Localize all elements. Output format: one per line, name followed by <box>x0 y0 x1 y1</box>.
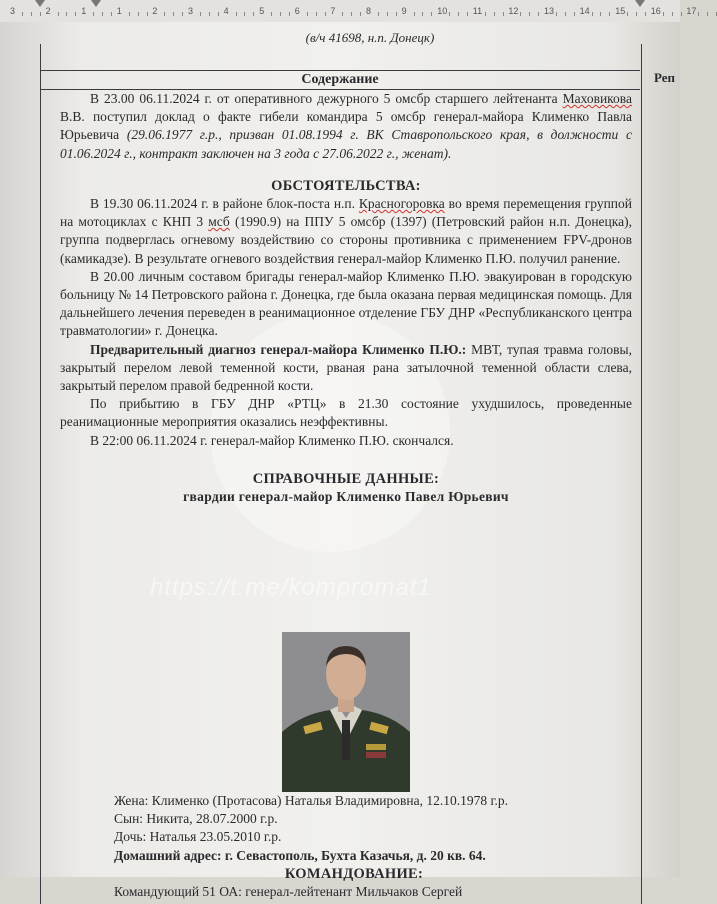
ruler-tick <box>271 12 272 16</box>
ruler-tick <box>556 12 557 16</box>
reference-name: гвардии генерал-майор Клименко Павел Юрьевич <box>183 489 509 505</box>
ruler-tick <box>449 12 450 16</box>
ruler-margin-marker[interactable] <box>91 0 101 7</box>
ruler-tick <box>565 12 566 16</box>
ruler-margin-marker[interactable] <box>35 0 45 7</box>
ruler-number: 3 <box>10 6 16 16</box>
ruler-tick <box>592 12 593 16</box>
ruler-tick <box>58 12 59 16</box>
ruler-tick <box>325 12 326 16</box>
ruler-number: 4 <box>223 6 229 16</box>
ruler-number: 11 <box>472 6 483 16</box>
ruler-number: 15 <box>615 6 626 16</box>
circumstances-heading: ОБСТОЯТЕЛЬСТВА: <box>271 177 421 194</box>
ruler-tick <box>129 12 130 16</box>
ruler-tick <box>494 12 495 16</box>
ruler-tick <box>467 12 468 16</box>
ruler-tick <box>147 12 148 16</box>
ruler-tick <box>387 12 388 16</box>
ruler-tick <box>93 12 94 16</box>
ruler-number: 3 <box>188 6 194 16</box>
ruler-tick <box>75 12 76 16</box>
ruler-number: 12 <box>508 6 519 16</box>
portrait-figure <box>282 632 410 792</box>
ruler-tick <box>414 12 415 16</box>
wife-line: Жена: Клименко (Протасова) Наталья Владимировна, 12.10.1978 г.р. <box>114 793 509 808</box>
ruler-tick <box>485 12 486 16</box>
document-page <box>0 22 680 900</box>
ruler-number: 6 <box>294 6 300 16</box>
ruler-number: 13 <box>544 6 555 16</box>
circumstances-paragraph-3: Предварительный диагноз генерал-майора Клименко П.Ю.: МВТ, тупая травма головы, закрытый перелом левой теменной кости, рваная рана затылочной теменной области слева, закрытый перелом правой бедренной кости. <box>60 341 632 394</box>
circumstances-paragraph-2: В 20.00 личным составом бригады генерал-майор Клименко П.Ю. эвакуирован в городскую больницу № 14 Петровского района г. Донецка, где была оказана первая медицинская помощь. Для дальнейшего лечения переведен в реанимационное отделение ГБУ ДНР «Республиканского центра травматологии» г. Донецка. <box>60 268 632 339</box>
ruler-tick <box>707 12 708 16</box>
ruler-tick <box>645 12 646 16</box>
ruler-tick <box>422 12 423 16</box>
right-column-header: Реп <box>654 70 676 85</box>
ruler-number: 9 <box>401 6 407 16</box>
ruler-number: 14 <box>579 6 590 16</box>
ruler-tick <box>698 12 699 16</box>
ruler-tick <box>138 12 139 16</box>
watermark-text: https://t.me/kompromat1 <box>150 574 432 601</box>
ruler-tick <box>307 12 308 16</box>
ruler-tick <box>289 12 290 16</box>
ruler-tick <box>209 12 210 16</box>
ruler-number: 16 <box>650 6 661 16</box>
ruler-number: 1 <box>81 6 87 16</box>
ruler-tick <box>520 12 521 16</box>
ruler-number: 2 <box>45 6 51 16</box>
ruler-tick <box>280 12 281 16</box>
ruler-tick <box>218 12 219 16</box>
ruler-margin-marker[interactable] <box>635 0 645 7</box>
ruler-tick <box>182 12 183 16</box>
ruler-tick <box>378 12 379 16</box>
ruler-tick <box>396 12 397 16</box>
ruler-tick <box>31 12 32 16</box>
ruler-tick <box>574 12 575 16</box>
ruler-tick <box>503 12 504 16</box>
ruler-tick <box>342 12 343 16</box>
ruler-tick <box>244 12 245 16</box>
ruler-tick <box>253 12 254 16</box>
ruler-number: 10 <box>437 6 448 16</box>
ruler-tick <box>351 12 352 16</box>
ruler-tick <box>681 12 682 16</box>
ruler-tick <box>102 12 103 16</box>
ruler-tick <box>22 12 23 16</box>
daughter-line: Дочь: Наталья 23.05.2010 г.р. <box>114 829 282 845</box>
ruler-tick <box>316 12 317 16</box>
ruler-tick <box>40 12 41 16</box>
ruler-tick <box>609 12 610 16</box>
ruler-tick <box>360 12 361 16</box>
command-heading: КОМАНДОВАНИЕ: <box>284 865 424 882</box>
circumstances-paragraph-5: В 22:00 06.11.2024 г. генерал-майор Клименко П.Ю. скончался. <box>90 432 454 448</box>
ruler-tick <box>164 12 165 16</box>
ruler-tick <box>636 12 637 16</box>
ruler-tick <box>529 12 530 16</box>
son-line: Сын: Никита, 28.07.2000 г.р. <box>114 811 278 827</box>
circumstances-paragraph-4: По прибытию в ГБУ ДНР «РТЦ» в 21.30 состояние ухудшилось, проведенные реанимационные мероприятия оказались неэффективны. <box>60 396 632 430</box>
ruler <box>0 0 697 23</box>
ruler-number: 8 <box>366 6 372 16</box>
ruler-tick <box>111 12 112 16</box>
family-info <box>114 792 634 901</box>
ruler-tick <box>600 12 601 16</box>
reference-heading: СПРАВОЧНЫЕ ДАННЫЕ: <box>252 470 440 487</box>
command-line: Командующий 51 ОА: генерал-лейтенант Мильчаков Сергей <box>114 884 463 900</box>
ruler-number: 1 <box>116 6 122 16</box>
ruler-tick <box>458 12 459 16</box>
ruler-number: 5 <box>259 6 265 16</box>
table-header: Содержание <box>40 70 640 90</box>
ruler-number: 17 <box>686 6 697 16</box>
ruler-tick <box>663 12 664 16</box>
ruler-number: 7 <box>330 6 336 16</box>
ruler-tick <box>538 12 539 16</box>
ruler-tick <box>627 12 628 16</box>
right-column <box>641 44 681 904</box>
portrait-photo <box>282 632 410 792</box>
circumstances-paragraph-1: В 19.30 06.11.2024 г. в районе блок-поста н.п. Красногоровка во время перемещения группой на мотоциклах с КНП 3 мсб (1990.9) на ППУ 5 омсбр (1397) (Петровский район н.п. Донецка), группа подверглась огневому воздействию со стороны противника с применением FPV-дронов (камикадзе). В результате огневого воздействия генерал-майор Клименко П.Ю. получил ранение. <box>60 196 632 266</box>
address-line: Домашний адрес: г. Севастополь, Бухта Казачья, д. 20 кв. 64. <box>114 847 486 863</box>
document-content <box>60 90 632 506</box>
ruler-tick <box>173 12 174 16</box>
ruler-number: 2 <box>152 6 158 16</box>
intro-paragraph: В 23.00 06.11.2024 г. от оперативного дежурного 5 омсбр старшего лейтенанта Маховикова В.В. поступил доклад о факте гибели командира 5 омсбр генерал-майора Клименко Павла Юрьевича (29.06.1977 г.р., призван 01.08.1994 г. ВК Ставропольского края, в должности с 01.06.2024 г., контракт заключен на 3 года с 27.06.2022 г., женат). <box>60 91 632 161</box>
ruler-tick <box>66 12 67 16</box>
ruler-tick <box>431 12 432 16</box>
unit-line: (в/ч 41698, н.п. Донецк) <box>305 30 435 45</box>
ruler-tick <box>672 12 673 16</box>
ruler-tick <box>236 12 237 16</box>
ruler-tick <box>200 12 201 16</box>
